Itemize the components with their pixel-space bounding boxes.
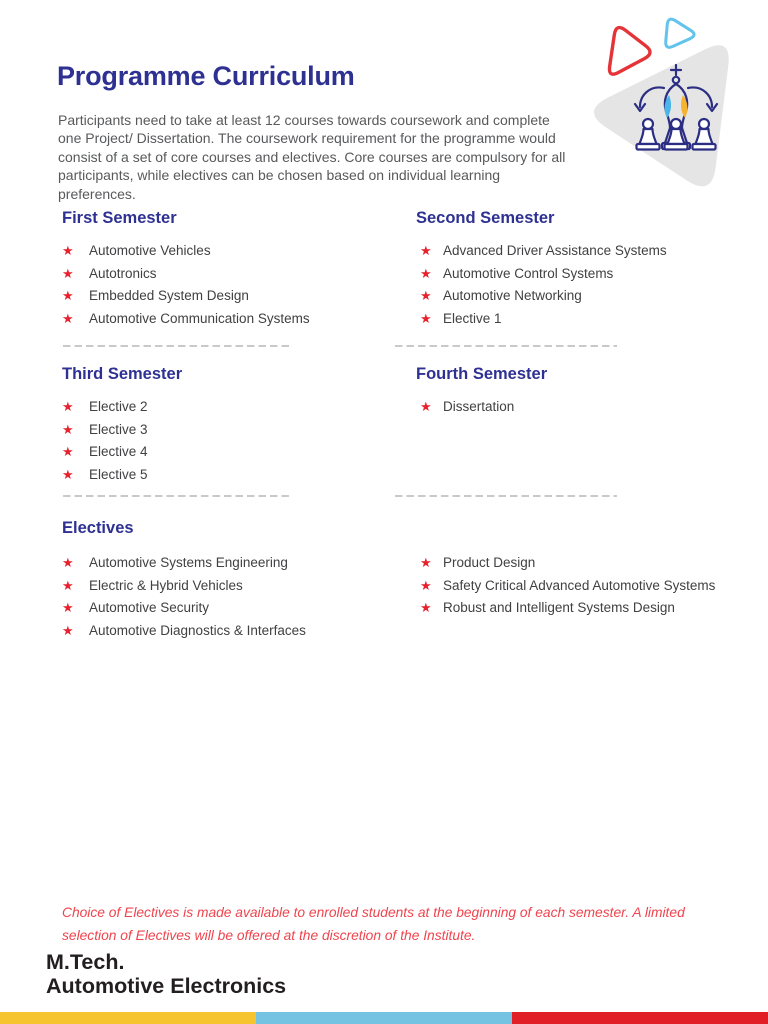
course-item (62, 240, 402, 263)
gray-triangle-shape (594, 45, 729, 186)
course-item (62, 620, 402, 643)
star-bullet-icon: ★ (420, 555, 432, 570)
course-label: Automotive Communication Systems (89, 310, 310, 326)
course-list (420, 552, 766, 620)
blue-triangle-icon (666, 19, 694, 47)
course-label: Product Design (443, 555, 536, 570)
star-bullet-icon: ★ (62, 243, 74, 258)
course-item (62, 419, 402, 442)
course-label: Elective 3 (89, 421, 148, 437)
course-item (420, 308, 766, 331)
section-title: Second Semester (416, 209, 555, 227)
course-label: Safety Critical Advanced Automotive Systems (443, 577, 716, 593)
red-triangle-icon (609, 28, 650, 75)
section-electives-left (62, 539, 402, 642)
brand-logo-graphic (578, 8, 768, 214)
course-item (420, 396, 766, 419)
star-bullet-icon: ★ (420, 265, 432, 281)
section-second-semester (416, 208, 766, 330)
bar-yellow-segment (0, 1012, 256, 1024)
course-label: Automotive Control Systems (443, 265, 614, 281)
star-bullet-icon: ★ (62, 466, 74, 482)
section-third-semester (62, 364, 402, 486)
star-bullet-icon: ★ (62, 622, 74, 638)
course-label: Automotive Security (89, 600, 210, 615)
star-bullet-icon: ★ (62, 288, 74, 303)
course-item (62, 441, 402, 464)
course-label: Elective 5 (89, 466, 148, 482)
course-label: Automotive Diagnostics & Interfaces (89, 622, 306, 638)
course-item (420, 240, 766, 263)
course-item (420, 263, 766, 286)
star-bullet-icon: ★ (420, 399, 432, 414)
star-bullet-icon: ★ (62, 600, 74, 615)
course-item (420, 285, 766, 308)
section-title-electives: Electives (62, 519, 134, 537)
course-label: Elective 1 (443, 310, 502, 326)
star-bullet-icon: ★ (62, 444, 74, 459)
course-label: Automotive Vehicles (89, 243, 211, 258)
section-title: Fourth Semester (416, 365, 548, 383)
course-item (62, 285, 402, 308)
course-item (62, 263, 402, 286)
course-item (420, 552, 766, 575)
course-label: Automotive Networking (443, 288, 582, 303)
course-item (62, 597, 402, 620)
course-item (420, 575, 766, 598)
course-item (62, 396, 402, 419)
course-label: Elective 4 (89, 444, 148, 459)
star-bullet-icon: ★ (420, 600, 432, 615)
course-item (62, 575, 402, 598)
star-bullet-icon: ★ (420, 577, 432, 593)
dashed-divider (395, 495, 617, 497)
dashed-divider (63, 345, 289, 347)
course-item (62, 552, 402, 575)
course-list (62, 396, 402, 486)
section-first-semester (62, 208, 402, 330)
star-bullet-icon: ★ (62, 577, 74, 593)
section-electives-right (416, 539, 766, 620)
course-list (420, 396, 766, 419)
star-bullet-icon: ★ (62, 555, 74, 570)
electives-note: Choice of Electives is made available to enrolled students at the beginning of each semester. A limited selection of Electives will be offered at the discretion of the Institute. (62, 905, 685, 943)
course-label: Dissertation (443, 399, 515, 414)
course-label: Autotronics (89, 265, 157, 281)
star-bullet-icon: ★ (62, 310, 74, 326)
dashed-divider (395, 345, 617, 347)
star-bullet-icon: ★ (62, 421, 74, 437)
bar-blue-segment (256, 1012, 512, 1024)
course-item (420, 597, 766, 620)
star-bullet-icon: ★ (62, 265, 74, 281)
course-label: Elective 2 (89, 399, 148, 414)
course-label: Electric & Hybrid Vehicles (89, 577, 243, 593)
dashed-divider (63, 495, 289, 497)
star-bullet-icon: ★ (62, 399, 74, 414)
course-label: Robust and Intelligent Systems Design (443, 600, 675, 615)
section-title: Third Semester (62, 365, 183, 383)
course-list (62, 552, 402, 642)
course-label: Advanced Driver Assistance Systems (443, 243, 667, 258)
intro-paragraph: Participants need to take at least 12 courses towards coursework and complete one Project/ Dissertation. The coursework requirement for the programme would consist of a set of core courses and electives. Core courses are compulsory for all participants, while electives can be chosen based on individual learning preferences. (58, 112, 566, 202)
star-bullet-icon: ★ (420, 243, 432, 258)
course-list (62, 240, 402, 330)
course-label: Embedded System Design (89, 288, 249, 303)
course-list (420, 240, 766, 330)
star-bullet-icon: ★ (420, 288, 432, 303)
section-fourth-semester (416, 364, 766, 419)
footer-color-bar (0, 1012, 768, 1024)
section-title: First Semester (62, 209, 177, 227)
brand-line-degree: M.Tech. (46, 950, 125, 974)
brand-wordmark (46, 951, 286, 998)
page-title: Programme Curriculum (57, 61, 355, 91)
brand-line-programme: Automotive Electronics (46, 973, 287, 998)
brand-logo (578, 8, 768, 214)
star-bullet-icon: ★ (420, 310, 432, 326)
course-item (62, 464, 402, 487)
course-item (62, 308, 402, 331)
bar-red-segment (512, 1012, 768, 1024)
course-label: Automotive Systems Engineering (89, 555, 288, 570)
